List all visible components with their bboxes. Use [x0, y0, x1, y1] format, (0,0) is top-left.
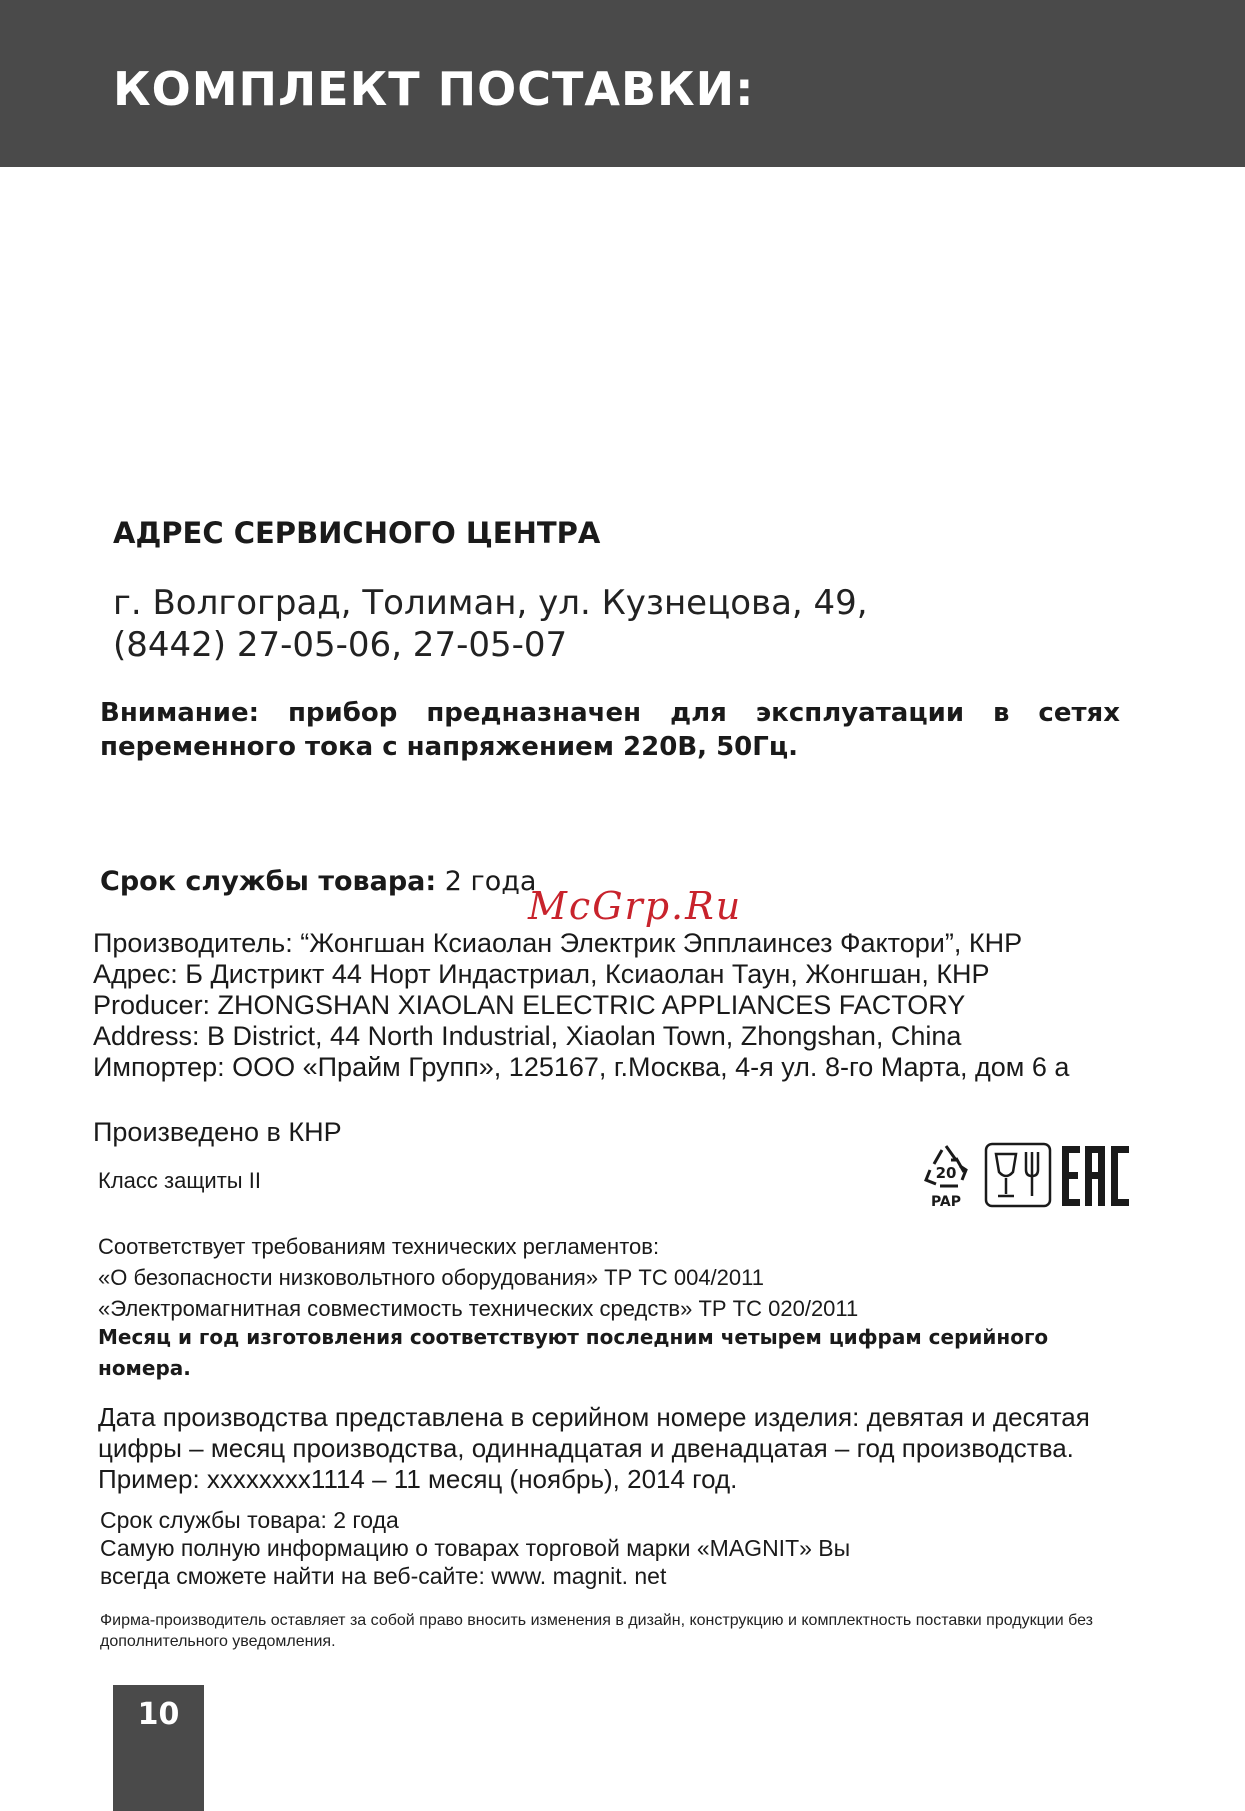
service-life: [100, 866, 536, 897]
service-life-label: Срок службы товара:: [100, 866, 437, 897]
disclaimer: Фирма-производитель оставляет за собой право вносить изменения в дизайн, конструкцию и комплектность поставки продукции без дополнительного уведомления.: [100, 1612, 1093, 1650]
date-info-line: Дата производства представлена в серийном номере изделия: девятая и десятая: [98, 1402, 1090, 1432]
page-number-box: [113, 1685, 204, 1811]
food-safe-icon: [986, 1144, 1050, 1206]
recycle-icon: [926, 1146, 966, 1210]
watermark: McGrp.Ru: [528, 884, 743, 928]
manufacturer-line: Производитель: “Жонгшан Ксиаолан Электрик Эпплаинсез Фактори”, КНР: [93, 928, 1023, 958]
date-info-line: цифры – месяц производства, одиннадцатая и двенадцатая – год производства.: [98, 1433, 1074, 1463]
manufacturer-line: Producer: ZHONGSHAN XIAOLAN ELECTRIC APPLIANCES FACTORY: [93, 990, 966, 1020]
service-center-address: г. Волгоград, Толиман, ул. Кузнецова, 49,: [113, 583, 868, 623]
recycle-code: PAP: [930, 1194, 962, 1210]
service-center-phone: (8442) 27-05-06, 27-05-07: [113, 625, 568, 665]
made-in: Произведено в КНР: [93, 1117, 342, 1147]
manufacturer-line: Address: B District, 44 North Industrial, Xiaolan Town, Zhongshan, China: [93, 1021, 962, 1051]
date-info-line: Пример: xxxxxxxx1114 – 11 месяц (ноябрь), 2014 год.: [98, 1464, 738, 1494]
compliance-block: [98, 1231, 858, 1324]
date-info-block: [98, 1402, 1090, 1495]
eac-mark-icon: [1062, 1146, 1129, 1206]
recycle-number: 20: [935, 1164, 957, 1182]
compliance-line: «Электромагнитная совместимость технических средств» ТР ТС 020/2011: [98, 1296, 859, 1321]
bottom-info-line: Срок службы товара: 2 года: [100, 1507, 399, 1533]
bottom-info-line: всегда сможете найти на веб-сайте: www. magnit. net: [100, 1563, 667, 1589]
manufacturer-line: Адрес: Б Дистрикт 44 Норт Индастриал, Ксиаолан Таун, Жонгшан, КНР: [93, 959, 990, 989]
manufacture-date-note: Месяц и год изготовления соответствуют последним четырем цифрам серийного номера.: [98, 1325, 1049, 1380]
compliance-line: «О безопасности низковольтного оборудования» ТР ТС 004/2011: [98, 1265, 764, 1290]
header-band: [0, 0, 1245, 167]
protection-class: Класс защиты II: [98, 1168, 261, 1193]
service-life-value: 2 года: [444, 866, 537, 897]
page-number: 10: [137, 1697, 180, 1732]
page-title: КОМПЛЕКТ ПОСТАВКИ:: [113, 62, 755, 116]
manufacturer-line: Импортер: ООО «Прайм Групп», 125167, г.Москва, 4-я ул. 8-го Марта, дом 6 а: [93, 1052, 1070, 1082]
compliance-line: Соответствует требованиям технических регламентов:: [98, 1234, 660, 1259]
manufacturer-block: [93, 928, 1069, 1083]
voltage-warning: Внимание: прибор предназначен для эксплуатации в сетях переменного тока с напряжением 220В, 50Гц.: [100, 698, 1120, 762]
bottom-info-block: [100, 1506, 850, 1590]
bottom-info-line: Самую полную информацию о товарах торговой марки «MAGNIT» Вы: [100, 1535, 851, 1561]
service-center-heading: АДРЕС СЕРВИСНОГО ЦЕНТРА: [113, 516, 601, 550]
certification-icons: [920, 1140, 1132, 1212]
